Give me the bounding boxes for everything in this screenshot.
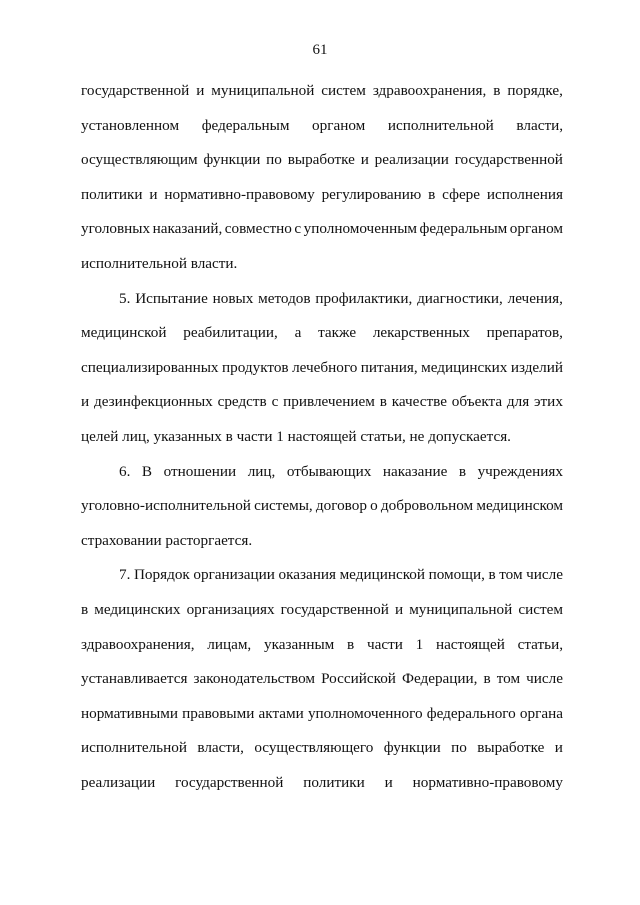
text-line: уголовно-исполнительной системы, договор о добровольном медицинском [81,497,563,515]
text-line: специализированных продуктов лечебного питания, медицинских изделий [81,358,563,376]
text-line: страховании расторгается. [81,531,253,549]
text-line: исполнительной власти. [81,254,238,272]
paragraph [81,455,563,559]
text-line: в медицинских организациях государственной и муниципальной систем [81,600,563,618]
text-line: политики и нормативно-правовому регулированию в сфере исполнения [81,185,563,203]
text-line: осуществляющим функции по выработке и реализации государственной [81,151,563,169]
text-line: и дезинфекционных средств с привлечением в качестве объекта для этих [81,393,563,411]
page-number: 61 [312,42,328,58]
paragraph [81,558,563,800]
text-line: исполнительной власти, осуществляющего функции по выработке и [81,739,563,757]
text-line: государственной и муниципальной систем здравоохранения, в порядке, [81,82,563,99]
text-line: установленном федеральным органом исполнительной власти, [81,116,563,134]
text-line: медицинской реабилитации, а также лекарственных препаратов, [81,324,563,342]
paragraph [81,74,563,282]
text-line: нормативными правовыми актами уполномоченного федерального органа [81,704,563,722]
text-line: 6. В отношении лиц, отбывающих наказание в учреждениях [119,462,563,480]
text-line: 5. Испытание новых методов профилактики, диагностики, лечения, [119,289,563,307]
body-text [81,74,563,800]
text-line: устанавливается законодательством Российской Федерации, в том числе [81,670,563,688]
text-line: реализации государственной политики и нормативно-правовому [81,773,563,791]
paragraph [81,282,563,455]
text-line: целей лиц, указанных в части 1 настоящей статьи, не допускается. [81,427,511,445]
text-line: здравоохранения, лицам, указанным в части 1 настоящей статьи, [81,635,563,653]
text-line: уголовных наказаний, совместно с уполномоченным федеральным органом [81,220,563,238]
text-line: 7. Порядок организации оказания медицинской помощи, в том числе [119,566,563,584]
